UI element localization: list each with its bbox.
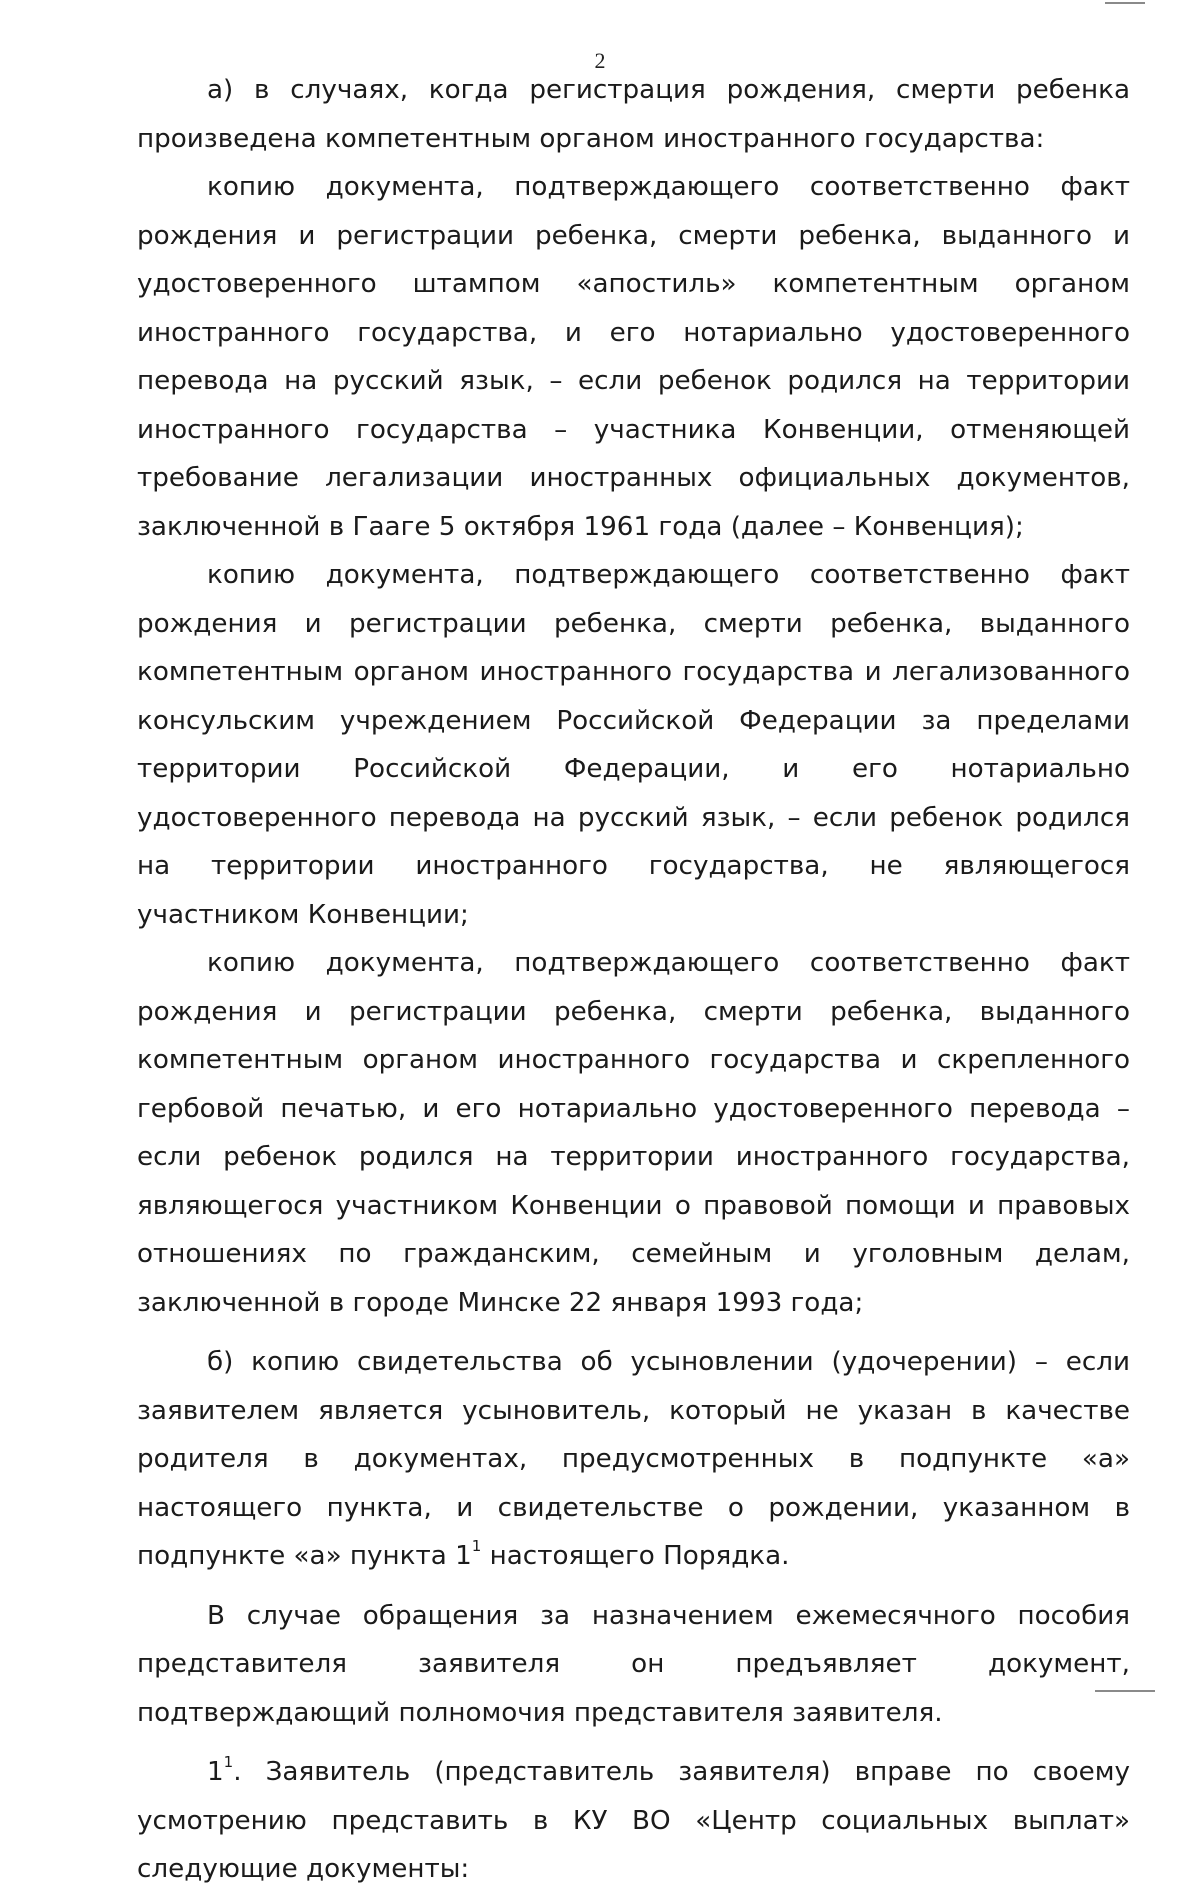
paragraph-b-superscript: 1: [471, 1537, 482, 1556]
scan-mark-top-right: [1105, 2, 1145, 4]
paragraph-1-1: [137, 1748, 1130, 1894]
document-body: [137, 66, 1130, 1894]
scan-mark-bottom-right: [1095, 1690, 1155, 1692]
page-number: 2: [594, 48, 606, 73]
paragraph-apostille: копию документа, подтверждающего соответственно факт рождения и регистрации ребенка, смерти ребенка, выданного и удостоверенного штампом «апостиль» компетентным органом иностранного государства, и его нотариально удостоверенного перевода на русский язык, – если ребенок родился на территории иностранного государства – участника Конвенции, отменяющей требование легализации иностранных официальных документов, заключенной в Гааге 5 октября 1961 года (далее – Конвенция);: [137, 172, 1130, 542]
clause-text: . Заявитель (представитель заявителя) вправе по своему усмотрению представить в КУ ВО «Центр социальных выплат» следующие документы:: [137, 1757, 1130, 1884]
clause-number: 1: [207, 1757, 224, 1787]
paragraph-minsk-convention: копию документа, подтверждающего соответственно факт рождения и регистрации ребенка, смерти ребенка, выданного компетентным органом иностранного государства и скрепленного гербовой печатью, и его нотариально удостоверенного перевода – если ребенок родился на территории иностранного государства, являющегося участником Конвенции о правовой помощи и правовых отношениях по гражданским, семейным и уголовным делам, заключенной в городе Минске 22 января 1993 года;: [137, 948, 1130, 1318]
paragraph-a-intro: а) в случаях, когда регистрация рождения, смерти ребенка произведена компетентным органом иностранного государства:: [137, 75, 1130, 154]
paragraph-representative: В случае обращения за назначением ежемесячного пособия представителя заявителя он предъявляет документ, подтверждающий полномочия представителя заявителя.: [137, 1600, 1130, 1728]
paragraph-b-adoption: [137, 1338, 1130, 1581]
paragraph-legalization: копию документа, подтверждающего соответственно факт рождения и регистрации ребенка, смерти ребенка, выданного компетентным органом иностранного государства и легализованного консульским учреждением Российской Федерации за пределами территории Российской Федерации, и его нотариально удостоверенного перевода на русский язык, – если ребенок родился на территории иностранного государства, не являющегося участником Конвенции;: [137, 560, 1130, 930]
paragraph-b-text: б) копию свидетельства об усыновлении (удочерении) – если заявителем является усыновитель, который не указан в качестве родителя в документах, предусмотренных в подпункте «а» настоящего пункта, и свидетельстве о рождении, указанном в подпункте «а» пункта 1: [137, 1347, 1130, 1571]
paragraph-b-tail: настоящего Порядка.: [481, 1541, 790, 1571]
clause-superscript: 1: [223, 1753, 234, 1772]
